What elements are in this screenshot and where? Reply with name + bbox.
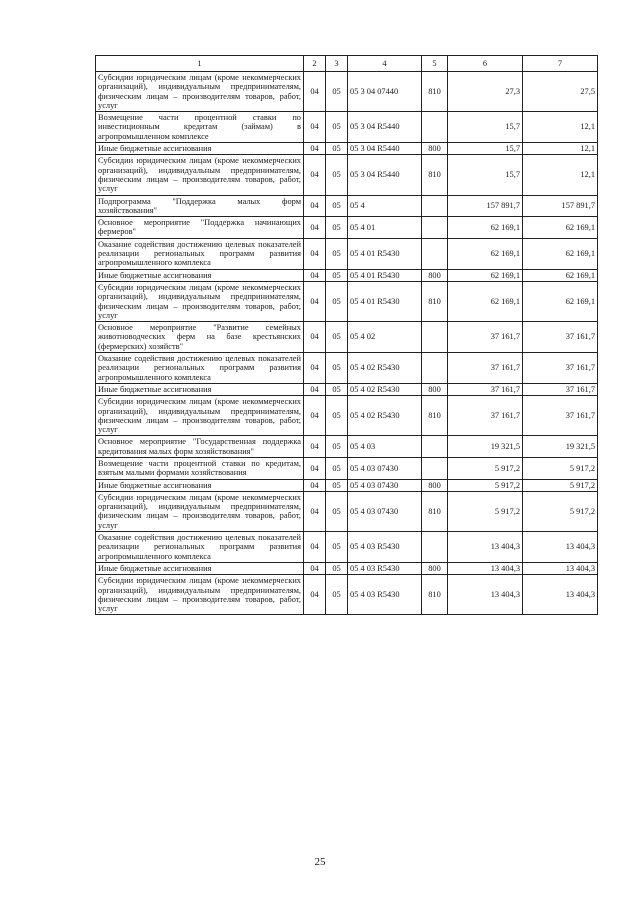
row-name-cell: Оказание содействия достижению целевых показателей реализации региональных программ развития агропромышленного комплекса — [96, 353, 304, 384]
header-col-7: 7 — [523, 56, 598, 72]
row-target-article-cell: 05 4 01 — [348, 217, 422, 239]
row-amount-col7-cell: 157 891,7 — [523, 195, 598, 217]
row-amount-col7-cell: 19 321,5 — [523, 436, 598, 458]
table-row — [96, 479, 598, 491]
row-section-cell: 04 — [304, 383, 326, 395]
table-row — [96, 491, 598, 531]
row-amount-col6-cell: 37 161,7 — [448, 353, 523, 384]
row-amount-col7-cell: 13 404,3 — [523, 562, 598, 574]
row-name-cell: Иные бюджетные ассигнования — [96, 269, 304, 281]
row-name-cell: Субсидии юридическим лицам (кроме некоммерческих организаций), индивидуальным предпринимателям, физическим лицам – производителям товаров, работ, услуг — [96, 281, 304, 321]
row-name-cell: Субсидии юридическим лицам (кроме некоммерческих организаций), индивидуальным предпринимателям, физическим лицам – производителям товаров, работ, услуг — [96, 155, 304, 195]
table-row — [96, 396, 598, 436]
row-section-cell: 04 — [304, 457, 326, 479]
table-row — [96, 112, 598, 143]
row-subsection-cell: 05 — [326, 155, 348, 195]
row-section-cell: 04 — [304, 72, 326, 112]
table-row — [96, 143, 598, 155]
row-subsection-cell: 05 — [326, 72, 348, 112]
table-row — [96, 195, 598, 217]
row-expense-type-cell: 810 — [422, 281, 448, 321]
row-amount-col6-cell: 157 891,7 — [448, 195, 523, 217]
header-col-6: 6 — [448, 56, 523, 72]
row-amount-col6-cell: 37 161,7 — [448, 322, 523, 353]
table-row — [96, 383, 598, 395]
row-expense-type-cell — [422, 457, 448, 479]
row-amount-col7-cell: 62 169,1 — [523, 269, 598, 281]
row-subsection-cell: 05 — [326, 281, 348, 321]
row-name-cell: Иные бюджетные ассигнования — [96, 479, 304, 491]
row-amount-col6-cell: 62 169,1 — [448, 269, 523, 281]
row-amount-col7-cell: 5 917,2 — [523, 491, 598, 531]
row-target-article-cell: 05 4 03 07430 — [348, 479, 422, 491]
row-section-cell: 04 — [304, 396, 326, 436]
row-target-article-cell: 05 3 04 R5440 — [348, 155, 422, 195]
row-amount-col6-cell: 5 917,2 — [448, 457, 523, 479]
row-section-cell: 04 — [304, 562, 326, 574]
row-name-cell: Подпрограмма "Поддержка малых форм хозяйствования" — [96, 195, 304, 217]
row-subsection-cell: 05 — [326, 396, 348, 436]
row-amount-col6-cell: 62 169,1 — [448, 217, 523, 239]
row-target-article-cell: 05 4 03 R5430 — [348, 532, 422, 563]
row-target-article-cell: 05 4 01 R5430 — [348, 281, 422, 321]
row-section-cell: 04 — [304, 281, 326, 321]
row-expense-type-cell: 800 — [422, 143, 448, 155]
row-section-cell: 04 — [304, 353, 326, 384]
row-amount-col7-cell: 5 917,2 — [523, 457, 598, 479]
row-expense-type-cell: 800 — [422, 383, 448, 395]
row-name-cell: Оказание содействия достижению целевых показателей реализации региональных программ развития агропромышленного комплекса — [96, 532, 304, 563]
table-row — [96, 457, 598, 479]
table-row — [96, 575, 598, 615]
row-target-article-cell: 05 4 — [348, 195, 422, 217]
row-expense-type-cell — [422, 238, 448, 269]
header-col-1: 1 — [96, 56, 304, 72]
row-expense-type-cell: 810 — [422, 575, 448, 615]
row-name-cell: Иные бюджетные ассигнования — [96, 383, 304, 395]
row-section-cell: 04 — [304, 238, 326, 269]
row-target-article-cell: 05 4 02 R5430 — [348, 396, 422, 436]
row-name-cell: Субсидии юридическим лицам (кроме некоммерческих организаций), индивидуальным предпринимателям, физическим лицам – производителям товаров, работ, услуг — [96, 575, 304, 615]
row-subsection-cell: 05 — [326, 269, 348, 281]
row-expense-type-cell — [422, 436, 448, 458]
row-expense-type-cell — [422, 195, 448, 217]
table-row — [96, 353, 598, 384]
row-target-article-cell: 05 4 03 R5430 — [348, 575, 422, 615]
row-amount-col6-cell: 27,3 — [448, 72, 523, 112]
row-amount-col6-cell: 37 161,7 — [448, 396, 523, 436]
row-target-article-cell: 05 4 01 R5430 — [348, 269, 422, 281]
row-amount-col6-cell: 5 917,2 — [448, 491, 523, 531]
row-name-cell: Иные бюджетные ассигнования — [96, 143, 304, 155]
table-row — [96, 322, 598, 353]
row-name-cell: Субсидии юридическим лицам (кроме некоммерческих организаций), индивидуальным предпринимателям, физическим лицам – производителям товаров, работ, услуг — [96, 72, 304, 112]
row-subsection-cell: 05 — [326, 217, 348, 239]
row-expense-type-cell: 800 — [422, 269, 448, 281]
row-subsection-cell: 05 — [326, 562, 348, 574]
row-amount-col6-cell: 37 161,7 — [448, 383, 523, 395]
row-name-cell: Субсидии юридическим лицам (кроме некоммерческих организаций), индивидуальным предпринимателям, физическим лицам – производителям товаров, работ, услуг — [96, 491, 304, 531]
row-expense-type-cell: 810 — [422, 491, 448, 531]
row-name-cell: Иные бюджетные ассигнования — [96, 562, 304, 574]
row-amount-col7-cell: 62 169,1 — [523, 238, 598, 269]
table-row — [96, 281, 598, 321]
row-name-cell: Оказание содействия достижению целевых показателей реализации региональных программ развития агропромышленного комплекса — [96, 238, 304, 269]
row-subsection-cell: 05 — [326, 479, 348, 491]
row-amount-col7-cell: 13 404,3 — [523, 575, 598, 615]
page-number: 25 — [314, 856, 326, 868]
row-amount-col7-cell: 12,1 — [523, 143, 598, 155]
table-header — [96, 56, 598, 72]
table-row — [96, 155, 598, 195]
header-row — [96, 56, 598, 72]
row-amount-col7-cell: 27,5 — [523, 72, 598, 112]
row-subsection-cell: 05 — [326, 195, 348, 217]
row-expense-type-cell — [422, 353, 448, 384]
table-row — [96, 532, 598, 563]
row-amount-col6-cell: 13 404,3 — [448, 532, 523, 563]
table-row — [96, 238, 598, 269]
row-target-article-cell: 05 3 04 07440 — [348, 72, 422, 112]
row-subsection-cell: 05 — [326, 575, 348, 615]
row-section-cell: 04 — [304, 195, 326, 217]
row-expense-type-cell: 810 — [422, 155, 448, 195]
row-amount-col7-cell: 37 161,7 — [523, 353, 598, 384]
header-col-4: 4 — [348, 56, 422, 72]
row-expense-type-cell — [422, 217, 448, 239]
row-target-article-cell: 05 4 03 R5430 — [348, 562, 422, 574]
row-amount-col7-cell: 12,1 — [523, 155, 598, 195]
row-section-cell: 04 — [304, 436, 326, 458]
row-name-cell: Основное мероприятие "Развитие семейных животноводческих ферм на базе крестьянских (фермерских) хозяйств" — [96, 322, 304, 353]
header-col-5: 5 — [422, 56, 448, 72]
row-amount-col6-cell: 5 917,2 — [448, 479, 523, 491]
row-expense-type-cell: 800 — [422, 562, 448, 574]
row-section-cell: 04 — [304, 322, 326, 353]
table-row — [96, 217, 598, 239]
row-name-cell: Возмещение части процентной ставки по кредитам, взятым малыми формами хозяйствования — [96, 457, 304, 479]
row-amount-col6-cell: 19 321,5 — [448, 436, 523, 458]
row-name-cell: Возмещение части процентной ставки по инвестиционным кредитам (займам) в агропромышленном комплексе — [96, 112, 304, 143]
row-subsection-cell: 05 — [326, 491, 348, 531]
table-body — [96, 72, 598, 615]
row-section-cell: 04 — [304, 269, 326, 281]
row-amount-col7-cell: 37 161,7 — [523, 396, 598, 436]
row-section-cell: 04 — [304, 155, 326, 195]
row-section-cell: 04 — [304, 532, 326, 563]
row-section-cell: 04 — [304, 143, 326, 155]
row-section-cell: 04 — [304, 491, 326, 531]
row-target-article-cell: 05 4 03 07430 — [348, 457, 422, 479]
row-section-cell: 04 — [304, 112, 326, 143]
row-amount-col6-cell: 15,7 — [448, 112, 523, 143]
table-row — [96, 269, 598, 281]
row-expense-type-cell — [422, 322, 448, 353]
row-amount-col7-cell: 37 161,7 — [523, 383, 598, 395]
row-target-article-cell: 05 4 02 — [348, 322, 422, 353]
header-col-3: 3 — [326, 56, 348, 72]
row-target-article-cell: 05 4 02 R5430 — [348, 353, 422, 384]
row-amount-col6-cell: 13 404,3 — [448, 562, 523, 574]
row-subsection-cell: 05 — [326, 112, 348, 143]
row-amount-col7-cell: 62 169,1 — [523, 217, 598, 239]
row-target-article-cell: 05 4 02 R5430 — [348, 383, 422, 395]
row-amount-col6-cell: 13 404,3 — [448, 575, 523, 615]
row-name-cell: Основное мероприятие "Поддержка начинающих фермеров" — [96, 217, 304, 239]
row-amount-col7-cell: 12,1 — [523, 112, 598, 143]
row-expense-type-cell: 810 — [422, 396, 448, 436]
row-subsection-cell: 05 — [326, 532, 348, 563]
row-name-cell: Основное мероприятие "Государственная поддержка кредитования малых форм хозяйствования" — [96, 436, 304, 458]
row-expense-type-cell — [422, 532, 448, 563]
row-subsection-cell: 05 — [326, 383, 348, 395]
row-expense-type-cell: 800 — [422, 479, 448, 491]
row-target-article-cell: 05 4 01 R5430 — [348, 238, 422, 269]
row-target-article-cell: 05 3 04 R5440 — [348, 143, 422, 155]
row-amount-col6-cell: 62 169,1 — [448, 238, 523, 269]
row-amount-col6-cell: 15,7 — [448, 143, 523, 155]
row-amount-col6-cell: 62 169,1 — [448, 281, 523, 321]
row-amount-col7-cell: 5 917,2 — [523, 479, 598, 491]
row-expense-type-cell — [422, 112, 448, 143]
row-subsection-cell: 05 — [326, 238, 348, 269]
header-col-2: 2 — [304, 56, 326, 72]
budget-table — [95, 55, 598, 615]
row-section-cell: 04 — [304, 217, 326, 239]
row-amount-col6-cell: 15,7 — [448, 155, 523, 195]
row-amount-col7-cell: 13 404,3 — [523, 532, 598, 563]
row-subsection-cell: 05 — [326, 143, 348, 155]
row-target-article-cell: 05 4 03 07430 — [348, 491, 422, 531]
row-expense-type-cell: 810 — [422, 72, 448, 112]
row-name-cell: Субсидии юридическим лицам (кроме некоммерческих организаций), индивидуальным предпринимателям, физическим лицам – производителям товаров, работ, услуг — [96, 396, 304, 436]
row-subsection-cell: 05 — [326, 436, 348, 458]
row-section-cell: 04 — [304, 479, 326, 491]
row-subsection-cell: 05 — [326, 322, 348, 353]
table-row — [96, 562, 598, 574]
table-row — [96, 72, 598, 112]
row-target-article-cell: 05 3 04 R5440 — [348, 112, 422, 143]
row-target-article-cell: 05 4 03 — [348, 436, 422, 458]
row-subsection-cell: 05 — [326, 457, 348, 479]
row-amount-col7-cell: 37 161,7 — [523, 322, 598, 353]
row-amount-col7-cell: 62 169,1 — [523, 281, 598, 321]
table-row — [96, 436, 598, 458]
row-section-cell: 04 — [304, 575, 326, 615]
row-subsection-cell: 05 — [326, 353, 348, 384]
